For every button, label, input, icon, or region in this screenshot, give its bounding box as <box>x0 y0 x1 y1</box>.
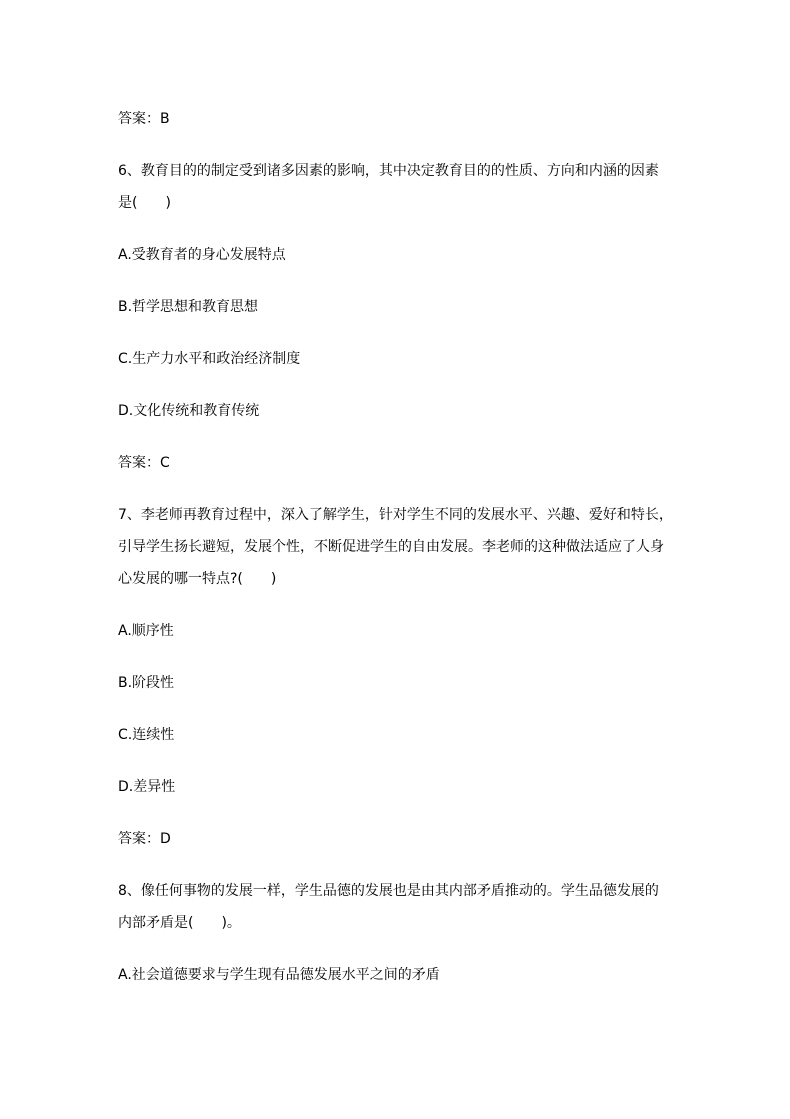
text-line: 答案：C <box>118 455 170 471</box>
answer-option <box>118 719 718 751</box>
text-line: A.顺序性 <box>118 623 174 639</box>
answer-option <box>118 291 718 323</box>
answer-line <box>118 447 718 479</box>
text-line: 答案：D <box>118 831 171 847</box>
answer-option <box>118 343 718 375</box>
text-line: C.连续性 <box>118 727 175 743</box>
text-line: 引导学生扬长避短，发展个性，不断促进学生的自由发展。李老师的这种做法适应了人身 <box>118 539 664 555</box>
text-line: 6、教育目的的制定受到诸多因素的影响，其中决定教育目的的性质、方向和内涵的因素 <box>118 163 659 179</box>
answer-option <box>118 771 718 803</box>
question-text <box>118 155 718 219</box>
question-text <box>118 499 718 595</box>
answer-option <box>118 667 718 699</box>
text-line: B.阶段性 <box>118 675 175 691</box>
text-line: 内部矛盾是( )。 <box>118 915 241 931</box>
answer-option <box>118 959 718 991</box>
text-line: 7、李老师再教育过程中，深入了解学生，针对学生不同的发展水平、兴趣、爱好和特长， <box>118 507 673 523</box>
document-body <box>118 103 718 1011</box>
answer-option <box>118 395 718 427</box>
answer-line <box>118 823 718 855</box>
text-line: C.生产力水平和政治经济制度 <box>118 351 301 367</box>
answer-line <box>118 103 718 135</box>
text-line: A.社会道德要求与学生现有品德发展水平之间的矛盾 <box>118 967 440 983</box>
text-line: D.文化传统和教育传统 <box>118 403 260 419</box>
text-line: 答案：B <box>118 111 170 127</box>
text-line: 8、像任何事物的发展一样，学生品德的发展也是由其内部矛盾推动的。学生品德发展的 <box>118 883 659 899</box>
text-line: 心发展的哪一特点?( ) <box>118 571 277 587</box>
text-line: 是( ) <box>118 195 171 211</box>
text-line: B.哲学思想和教育思想 <box>118 299 259 315</box>
question-text <box>118 875 718 939</box>
answer-option <box>118 615 718 647</box>
text-line: D.差异性 <box>118 779 176 795</box>
answer-option <box>118 239 718 271</box>
text-line: A.受教育者的身心发展特点 <box>118 247 286 263</box>
